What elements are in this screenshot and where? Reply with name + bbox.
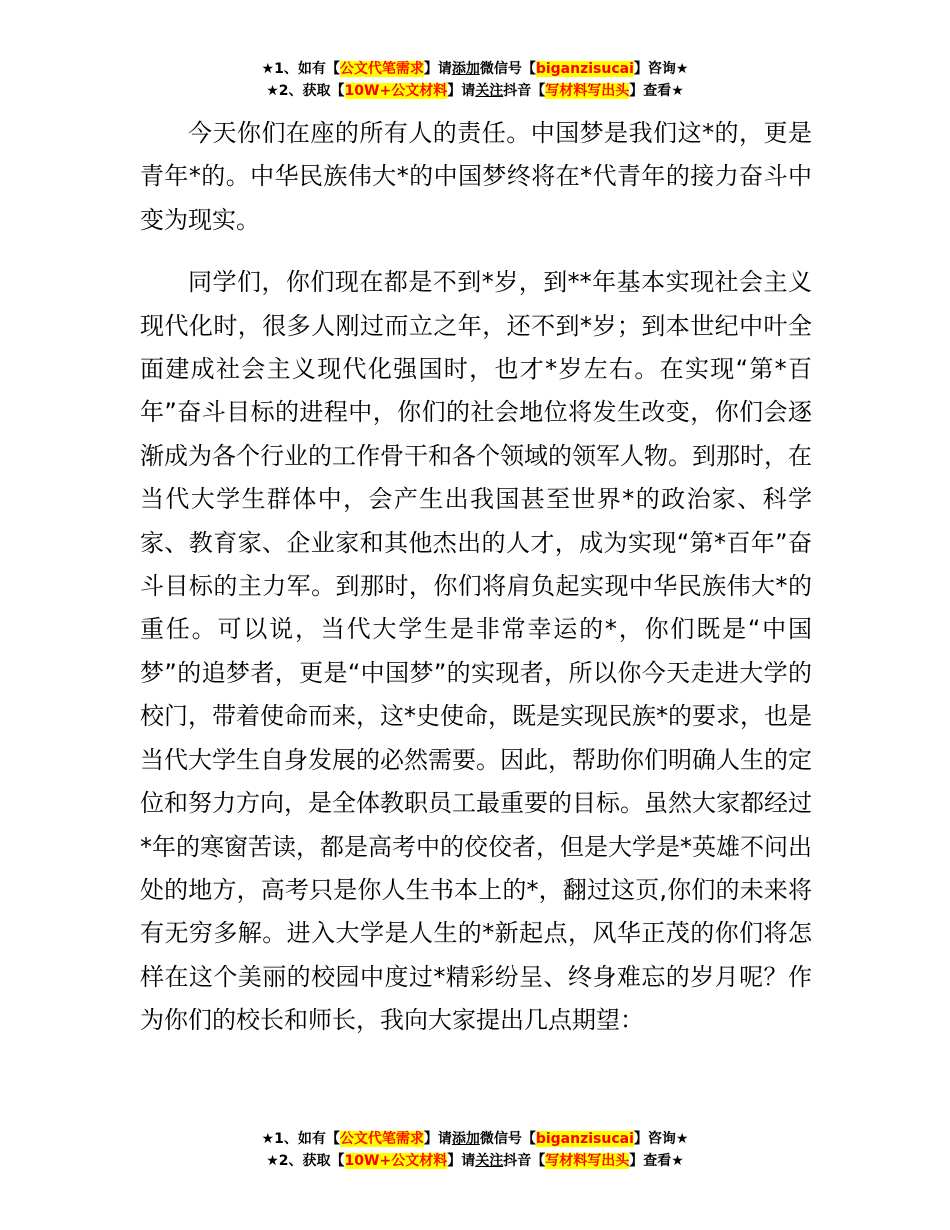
star-icon: ★ xyxy=(261,61,275,77)
footer-text: 】查看 xyxy=(629,1153,672,1169)
star-icon: ★ xyxy=(671,1153,684,1169)
star-icon: ★ xyxy=(675,1131,689,1147)
star-icon: ★ xyxy=(261,1131,275,1147)
douyin-account-highlight: 写材料写出头 xyxy=(545,1153,630,1169)
service-highlight: 公文代笔需求 xyxy=(339,1131,424,1147)
paragraph: 同学们，你们现在都是不到*岁，到**年基本实现社会主义现代化时，很多人刚过而立之年，还不到*岁；到本世纪中叶全面建成社会主义现代化强国时，也才*岁左右。在实现“第*百年”奋斗目标的进程中，你们的社会地位将发生改变，你们会逐渐成为各个行业的工作骨干和各个领域的领军人物。到那时，在当代大学生群体中，会产生出我国甚至世界*的政治家、科学家、教育家、企业家和其他杰出的人才，成为实现“第*百年”奋斗目标的主力军。到那时，你们将肩负起实现中华民族伟大*的重任。可以说，当代大学生是非常幸运的*，你们既是“中国梦”的追梦者，更是“中国梦”的实现者，所以你今天走进大学的校门，带着使命而来，这*史使命，既是实现民族*的要求，也是当代大学生自身发展的必然需要。因此，帮助你们明确人生的定位和努力方向，是全体教职员工最重要的目标。虽然大家都经过*年的寒窗苦读，都是高考中的佼佼者，但是大学是*英雄不问出处的地方，高考只是你人生书本上的*，翻过这页,你们的未来将有无穷多解。进入大学是人生的*新起点，风华正茂的你们将怎样在这个美丽的校园中度过*精彩纷呈、终身难忘的岁月呢？作为你们的校长和师长，我向大家提出几点期望： xyxy=(140,268,812,1035)
star-icon: ★ xyxy=(266,1153,279,1169)
header-text: 2、获取【 xyxy=(278,83,345,99)
header-text: 】请 xyxy=(447,83,476,99)
materials-highlight: 10W+公文材料 xyxy=(344,83,448,99)
footer-text: 2、获取【 xyxy=(278,1153,345,1169)
footer-banner xyxy=(0,1128,950,1172)
footer-text: 抖音【 xyxy=(503,1153,546,1169)
header-banner xyxy=(0,58,950,102)
star-icon: ★ xyxy=(671,83,684,99)
follow-underline: 关注 xyxy=(475,83,504,99)
star-icon: ★ xyxy=(675,61,689,77)
douyin-account-highlight: 写材料写出头 xyxy=(545,83,630,99)
footer-text: 】咨询 xyxy=(633,1131,676,1147)
add-underline: 添加 xyxy=(451,1131,480,1147)
footer-line-1 xyxy=(0,1128,950,1150)
footer-text: 微信号【 xyxy=(479,1131,536,1147)
add-underline: 添加 xyxy=(451,61,480,77)
header-text: 】请 xyxy=(423,61,452,77)
header-text: 抖音【 xyxy=(503,83,546,99)
service-highlight: 公文代笔需求 xyxy=(339,61,424,77)
header-line-2 xyxy=(0,80,950,102)
header-text: 】查看 xyxy=(629,83,672,99)
header-text: 1、如有【 xyxy=(274,61,340,77)
footer-text: 1、如有【 xyxy=(274,1131,340,1147)
document-body xyxy=(140,112,812,1043)
header-text: 微信号【 xyxy=(479,61,536,77)
wechat-id-highlight: biganzisucai xyxy=(535,61,634,77)
header-line-1 xyxy=(0,58,950,80)
footer-line-2 xyxy=(0,1150,950,1172)
wechat-id-highlight: biganzisucai xyxy=(535,1131,634,1147)
materials-highlight: 10W+公文材料 xyxy=(344,1153,448,1169)
header-text: 】咨询 xyxy=(633,61,676,77)
star-icon: ★ xyxy=(266,83,279,99)
follow-underline: 关注 xyxy=(475,1153,504,1169)
paragraph: 今天你们在座的所有人的责任。中国梦是我们这*的，更是青年*的。中华民族伟大*的中国梦终将在*代青年的接力奋斗中变为现实。 xyxy=(140,119,812,234)
footer-text: 】请 xyxy=(423,1131,452,1147)
footer-text: 】请 xyxy=(447,1153,476,1169)
